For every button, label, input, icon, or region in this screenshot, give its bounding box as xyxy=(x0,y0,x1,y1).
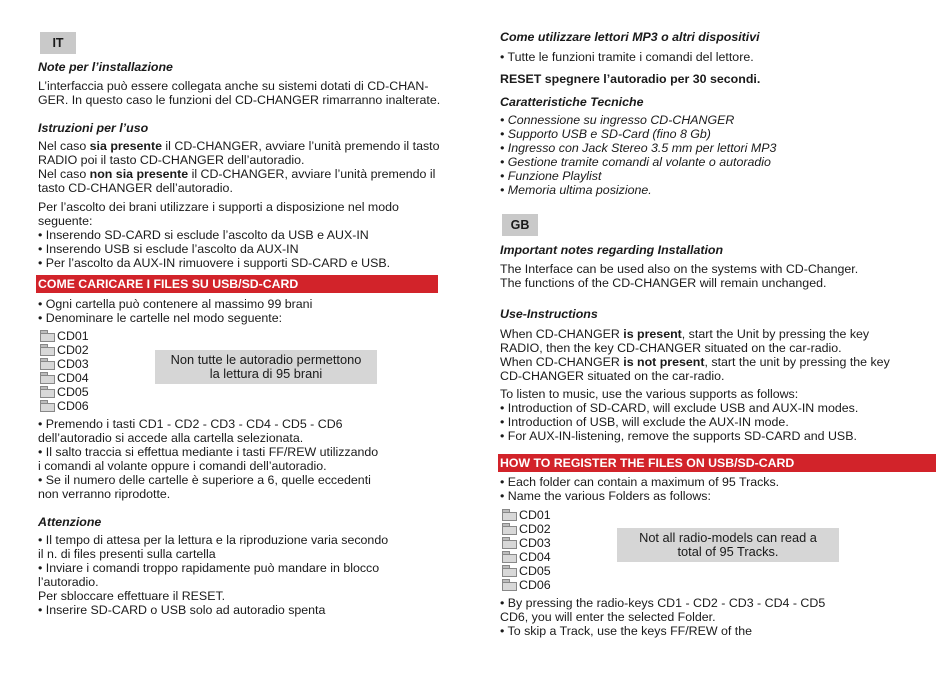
folder-item xyxy=(502,536,551,550)
notice-box xyxy=(155,350,377,384)
folder-label: CD02 xyxy=(519,522,551,536)
folder-item xyxy=(502,522,551,536)
instructions-line: tasto CD-CHANGER dell’autoradio. xyxy=(38,181,233,195)
press-line: • To skip a Track, use the keys FF/REW of the xyxy=(500,624,753,638)
use-line xyxy=(500,355,890,369)
folder-icon xyxy=(40,400,55,411)
listen-line: • Inserendo USB si esclude l’ascolto da AUX-IN xyxy=(38,242,299,256)
folder-label: CD03 xyxy=(519,536,551,550)
press-line: non verranno riprodotte. xyxy=(38,487,171,501)
use-line xyxy=(500,327,869,341)
folder-label: CD05 xyxy=(57,385,89,399)
folder-item xyxy=(502,508,551,522)
section-bar-register-files: HOW TO REGISTER THE FILES ON USB/SD-CARD xyxy=(498,454,936,472)
press-line: • Se il numero delle cartelle è superiore a 6, quelle eccedenti xyxy=(38,473,371,487)
folder-icon xyxy=(40,386,55,397)
instructions-line xyxy=(38,167,435,181)
folder-icon xyxy=(502,565,517,576)
text-fragment: Nel caso xyxy=(38,167,90,181)
notice-line: Non tutte le autoradio permettono xyxy=(170,352,362,367)
folder-icon xyxy=(40,372,55,383)
text-fragment: il CD-CHANGER, avviare l’unità premendo il xyxy=(188,167,436,181)
folder-icon xyxy=(502,579,517,590)
use-line: CD-CHANGER situated on the car-radio. xyxy=(500,369,725,383)
attention-line: • Il tempo di attesa per la lettura e la riproduzione varia secondo xyxy=(38,533,389,547)
use-title: Use-Instructions xyxy=(500,307,598,321)
folder-item xyxy=(502,550,551,564)
text-fragment: Nel caso xyxy=(38,139,90,153)
press-line: • Premendo i tasti CD1 - CD2 - CD3 - CD4 - CD5 - CD6 xyxy=(38,417,343,431)
folder-label: CD06 xyxy=(519,578,551,592)
register-line: • Name the various Folders as follows: xyxy=(500,489,711,503)
tech-line: • Supporto USB e SD-Card (fino 8 Gb) xyxy=(500,127,711,141)
listen-line: • Introduction of USB, will exclude the AUX-IN mode. xyxy=(500,415,789,429)
folder-label: CD04 xyxy=(57,371,89,385)
tech-line: • Ingresso con Jack Stereo 3.5 mm per lettori MP3 xyxy=(500,141,777,155)
bold-fragment: non sia presente xyxy=(89,167,189,181)
tech-line: • Connessione su ingresso CD-CHANGER xyxy=(500,113,735,127)
attention-line: il n. di files presenti sulla cartella xyxy=(38,547,216,561)
press-line: dell’autoradio si accede alla cartella selezionata. xyxy=(38,431,304,445)
note-title: Note per l’installazione xyxy=(38,60,173,74)
bold-fragment: sia presente xyxy=(89,139,162,153)
folder-item xyxy=(40,399,89,413)
text-fragment: il CD-CHANGER, avviare l’unità premendo il tasto xyxy=(161,139,440,153)
listen-line: • For AUX-IN-listening, remove the supports SD-CARD and USB. xyxy=(500,429,857,443)
section-bar-load-files: COME CARICARE I FILES SU USB/SD-CARD xyxy=(36,275,438,293)
instructions-line xyxy=(38,139,440,153)
tech-line: • Funzione Playlist xyxy=(500,169,602,183)
register-line: • Each folder can contain a maximum of 95 Tracks. xyxy=(500,475,780,489)
listen-line: • Per l’ascolto da AUX-IN rimuovere i supporti SD-CARD e USB. xyxy=(38,256,391,270)
attention-line: Per sbloccare effettuare il RESET. xyxy=(38,589,226,603)
important-line: The functions of the CD-CHANGER will remain unchanged. xyxy=(500,276,827,290)
folder-item xyxy=(40,357,89,371)
note-line: GER. In questo caso le funzioni del CD-CHANGER rimarranno inalterate. xyxy=(38,93,441,107)
notice-line: total of 95 Tracks. xyxy=(677,544,779,559)
important-line: The Interface can be used also on the systems with CD-Changer. xyxy=(500,262,859,276)
load-line: • Denominare le cartelle nel modo seguente: xyxy=(38,311,283,325)
load-line: • Ogni cartella può contenere al massimo 99 brani xyxy=(38,297,313,311)
tech-line: • Gestione tramite comandi al volante o autoradio xyxy=(500,155,771,169)
listen-line: seguente: xyxy=(38,214,93,228)
folder-label: CD01 xyxy=(57,329,89,343)
folder-label: CD02 xyxy=(57,343,89,357)
folder-item xyxy=(40,343,89,357)
press-line: • Il salto traccia si effettua mediante i tasti FF/REW utilizzando xyxy=(38,445,379,459)
notice-line: Not all radio-models can read a xyxy=(639,530,817,545)
folder-label: CD04 xyxy=(519,550,551,564)
folder-icon xyxy=(40,344,55,355)
folder-icon xyxy=(40,330,55,341)
instructions-title: Istruzioni per l’uso xyxy=(38,121,149,135)
tech-title: Caratteristiche Tecniche xyxy=(500,95,644,109)
press-line: i comandi al volante oppure i comandi dell’autoradio. xyxy=(38,459,327,473)
attention-line: • Inserire SD-CARD o USB solo ad autoradio spenta xyxy=(38,603,326,617)
bold-fragment: is present xyxy=(623,327,682,341)
important-title: Important notes regarding Installation xyxy=(500,243,724,257)
text-fragment: When CD-CHANGER xyxy=(500,327,624,341)
folder-icon xyxy=(502,509,517,520)
attention-line: • Inviare i comandi troppo rapidamente può mandare in blocco xyxy=(38,561,380,575)
folder-item xyxy=(502,564,551,578)
text-fragment: , start the Unit by pressing the key xyxy=(681,327,870,341)
listen-line: • Introduction of SD-CARD, will exclude USB and AUX-IN modes. xyxy=(500,401,859,415)
folder-item xyxy=(40,385,89,399)
attention-line: l’autoradio. xyxy=(38,575,99,589)
notice-box xyxy=(617,528,839,562)
bold-fragment: is not present xyxy=(623,355,705,369)
text-fragment: , start the unit by pressing the key xyxy=(704,355,890,369)
instructions-line: RADIO poi il tasto CD-CHANGER dell’autoradio. xyxy=(38,153,305,167)
language-badge-gb: GB xyxy=(502,214,538,236)
reset-line: RESET spegnere l’autoradio per 30 secondi. xyxy=(500,72,761,86)
folder-label: CD03 xyxy=(57,357,89,371)
folder-label: CD05 xyxy=(519,564,551,578)
folder-item xyxy=(40,371,89,385)
mp3-title: Come utilizzare lettori MP3 o altri dispositivi xyxy=(500,30,760,44)
language-badge-it: IT xyxy=(40,32,76,54)
folder-icon xyxy=(40,358,55,369)
listen-line: To listen to music, use the various supports as follows: xyxy=(500,387,799,401)
attention-title: Attenzione xyxy=(38,515,102,529)
folder-icon xyxy=(502,523,517,534)
folder-label: CD06 xyxy=(57,399,89,413)
folder-item xyxy=(502,578,551,592)
notice-line: la lettura di 95 brani xyxy=(209,366,323,381)
use-line: RADIO, then the key CD-CHANGER situated on the car-radio. xyxy=(500,341,842,355)
folder-label: CD01 xyxy=(519,508,551,522)
note-line: L’interfaccia può essere collegata anche su sistemi dotati di CD-CHAN- xyxy=(38,79,429,93)
press-line: • By pressing the radio-keys CD1 - CD2 - CD3 - CD4 - CD5 xyxy=(500,596,826,610)
listen-line: Per l’ascolto dei brani utilizzare i supporti a disposizione nel modo xyxy=(38,200,399,214)
listen-line: • Inserendo SD-CARD si esclude l’ascolto da USB e AUX-IN xyxy=(38,228,369,242)
mp3-line: • Tutte le funzioni tramite i comandi del lettore. xyxy=(500,50,754,64)
folder-item xyxy=(40,329,89,343)
press-line: CD6, you will enter the selected Folder. xyxy=(500,610,716,624)
folder-icon xyxy=(502,537,517,548)
tech-line: • Memoria ultima posizione. xyxy=(500,183,652,197)
folder-icon xyxy=(502,551,517,562)
text-fragment: When CD-CHANGER xyxy=(500,355,624,369)
